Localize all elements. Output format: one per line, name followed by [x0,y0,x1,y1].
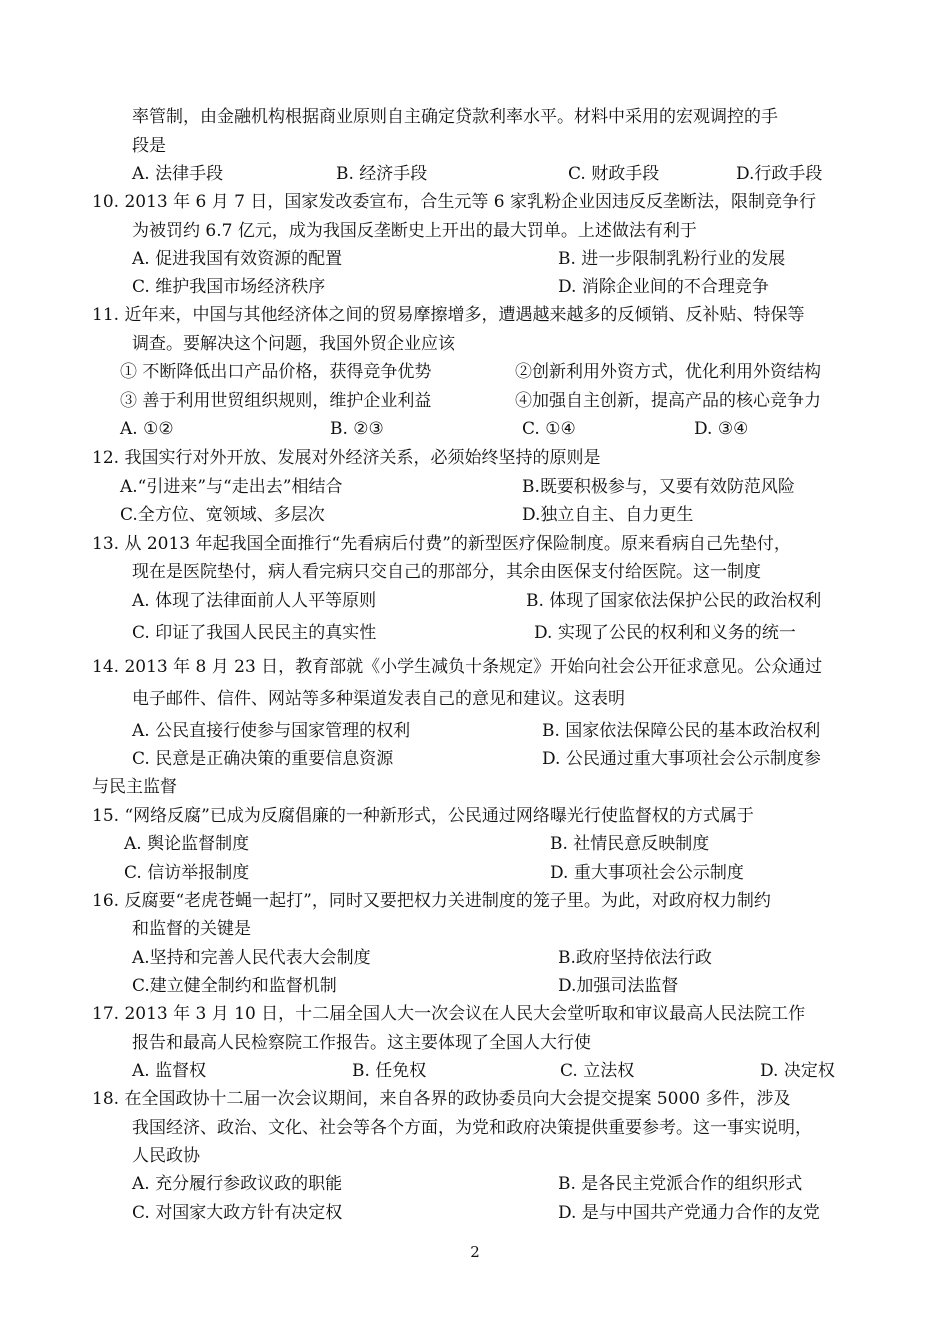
q12-stem: 12. 我国实行对外开放、发展对外经济关系，必须始终坚持的原则是 [92,448,601,468]
q18-option-d: D. 是与中国共产党通力合作的友党 [558,1203,820,1223]
q13-option-d: D. 实现了公民的权利和义务的统一 [534,623,796,643]
q13-option-b: B. 体现了国家依法保护公民的政治权利 [526,591,822,611]
q17-option-b: B. 任免权 [352,1061,427,1081]
q16-option-d: D.加强司法监督 [558,976,679,996]
q14-option-b: B. 国家依法保障公民的基本政治权利 [542,721,821,741]
q13-stem-line2: 现在是医院垫付，病人看完病只交自己的那部分，其余由医保支付给医院。这一制度 [132,562,761,582]
q17-option-d: D. 决定权 [760,1061,835,1081]
q10-option-c: C. 维护我国市场经济秩序 [132,277,326,297]
q9-option-c: C. 财政手段 [568,164,660,184]
q13-option-c: C. 印证了我国人民民主的真实性 [132,623,377,643]
q12-option-b: B.既要积极参与，又要有效防范风险 [522,477,795,497]
q10-stem-line1: 10. 2013 年 6 月 7 日，国家发改委宣布，合生元等 6 家乳粉企业因违反反垄断法，限制竞争行 [92,192,816,212]
q11-item-1: ① 不断降低出口产品价格，获得竞争优势 [120,362,432,382]
q9-stem-line2: 段是 [132,136,166,156]
q10-stem-line2: 为被罚约 6.7 亿元，成为我国反垄断史上开出的最大罚单。上述做法有利于 [132,221,697,241]
q9-option-d: D.行政手段 [736,164,823,184]
q10-option-a: A. 促进我国有效资源的配置 [132,249,343,269]
q11-option-c: C. ①④ [522,419,576,439]
q15-option-c: C. 信访举报制度 [124,863,250,883]
q15-stem: 15. “网络反腐”已成为反腐倡廉的一种新形式，公民通过网络曝光行使监督权的方式属于 [92,806,754,826]
page-number: 2 [470,1243,480,1261]
q12-option-c: C.全方位、宽领域、多层次 [120,505,325,525]
q10-option-b: B. 进一步限制乳粉行业的发展 [558,249,786,269]
q16-option-a: A.坚持和完善人民代表大会制度 [132,948,371,968]
q17-stem-line1: 17. 2013 年 3 月 10 日，十二届全国人大一次会议在人民大会堂听取和审议最高人民法院工作 [92,1004,806,1024]
q17-option-c: C. 立法权 [560,1061,635,1081]
q11-item-2: ②创新利用外资方式，优化利用外资结构 [515,362,821,382]
q9-option-a: A. 法律手段 [132,164,224,184]
q18-option-c: C. 对国家大政方针有决定权 [132,1203,343,1223]
q11-stem-line2: 调查。要解决这个问题，我国外贸企业应该 [132,334,455,354]
q10-option-d: D. 消除企业间的不合理竞争 [558,277,769,297]
q13-option-a: A. 体现了法律面前人人平等原则 [132,591,377,611]
q11-option-d: D. ③④ [694,419,749,439]
q12-option-d: D.独立自主、自力更生 [522,505,694,525]
q14-stem-line2: 电子邮件、信件、网站等多种渠道发表自己的意见和建议。这表明 [132,689,625,709]
q18-option-a: A. 充分履行参政议政的职能 [132,1174,343,1194]
q18-option-b: B. 是各民主党派合作的组织形式 [558,1174,803,1194]
q14-option-d: D. 公民通过重大事项社会公示制度参 [542,749,821,769]
q16-stem-line1: 16. 反腐要“老虎苍蝇一起打”，同时又要把权力关进制度的笼子里。为此，对政府权力制约 [92,891,771,911]
q12-option-a: A.“引进来”与“走出去”相结合 [120,477,343,497]
q18-stem-line3: 人民政协 [132,1146,200,1166]
q11-item-4: ④加强自主创新，提高产品的核心竞争力 [515,391,821,411]
q14-option-d-wrap: 与民主监督 [92,777,177,797]
q14-option-c: C. 民意是正确决策的重要信息资源 [132,749,394,769]
q18-stem-line2: 我国经济、政治、文化、社会等各个方面，为党和政府决策提供重要参考。这一事实说明， [132,1118,812,1138]
q9-stem-line1: 率管制，由金融机构根据商业原则自主确定贷款利率水平。材料中采用的宏观调控的手 [132,107,778,127]
q13-stem-line1: 13. 从 2013 年起我国全面推行“先看病后付费”的新型医疗保险制度。原来看病自己先垫付， [92,534,791,554]
q15-option-b: B. 社情民意反映制度 [550,834,710,854]
q11-stem-line1: 11. 近年来，中国与其他经济体之间的贸易摩擦增多，遭遇越来越多的反倾销、反补贴、特保等 [92,305,805,325]
q14-option-a: A. 公民直接行使参与国家管理的权利 [132,721,411,741]
q11-option-a: A. ①② [120,419,174,439]
q16-stem-line2: 和监督的关键是 [132,919,251,939]
q17-stem-line2: 报告和最高人民检察院工作报告。这主要体现了全国人大行使 [132,1033,591,1053]
q17-option-a: A. 监督权 [132,1061,207,1081]
q16-option-c: C.建立健全制约和监督机制 [132,976,337,996]
q15-option-a: A. 舆论监督制度 [124,834,250,854]
q18-stem-line1: 18. 在全国政协十二届一次会议期间，来自各界的政协委员向大会提交提案 5000 多件，涉及 [92,1089,791,1109]
q11-item-3: ③ 善于利用世贸组织规则，维护企业利益 [120,391,432,411]
q9-option-b: B. 经济手段 [336,164,428,184]
q11-option-b: B. ②③ [330,419,384,439]
q15-option-d: D. 重大事项社会公示制度 [550,863,744,883]
q14-stem-line1: 14. 2013 年 8 月 23 日，教育部就《小学生减负十条规定》开始向社会公开征求意见。公众通过 [92,657,823,677]
q16-option-b: B.政府坚持依法行政 [558,948,712,968]
